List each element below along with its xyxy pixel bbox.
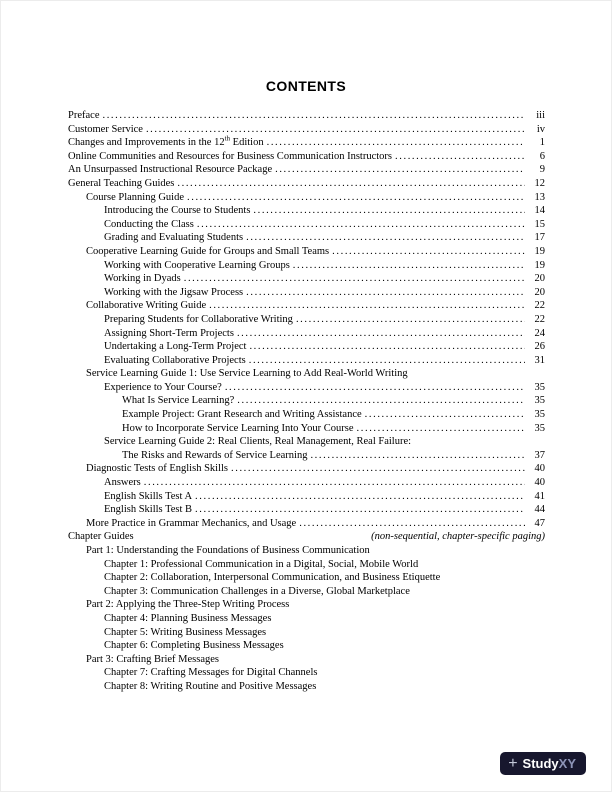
toc-entry-text-part: Conducting the Class [104,218,194,230]
toc-entry-text-part: Chapter 7: Crafting Messages for Digital Channels [104,667,318,679]
dot-leader [184,272,525,286]
toc-entry-text [104,259,290,273]
toc-entry-text [104,680,316,694]
toc-entry-text [86,598,289,612]
toc-row [68,340,545,354]
dot-leader [195,503,525,517]
dot-leader [197,218,525,232]
dot-leader [195,490,525,504]
toc-entry-text-part: How to Incorporate Service Learning Into Your Course [122,422,354,434]
toc-row [68,571,545,585]
toc-row [68,666,545,680]
dot-leader [310,449,525,463]
toc-entry-text [104,313,293,327]
toc-entry-text-part: Experience to Your Course? [104,381,222,393]
toc-row [68,327,545,341]
logo-brand-suffix: XY [558,756,576,771]
toc-page-number: 13 [534,191,545,203]
dot-leader [237,394,525,408]
toc-page-number: iii [536,110,545,121]
toc-page-number: 19 [534,259,545,271]
toc-page-number: 12 [534,177,545,189]
toc-row [68,354,545,368]
toc-row [68,422,545,436]
toc-row [68,435,545,449]
toc-row [68,626,545,640]
toc-entry-text [104,639,284,653]
toc-entry-text-part: Part 2: Applying the Three-Step Writing Process [86,599,290,611]
toc-row [68,191,545,205]
toc-entry-text-part: Chapter Guides [68,531,134,543]
toc-entry-text [104,585,410,599]
toc-row [68,653,545,667]
toc-row [68,517,545,531]
toc-entry-text [104,490,192,504]
toc-page-number: 22 [534,300,545,312]
toc-entry-text [104,381,222,395]
toc-row [68,245,545,259]
toc-entry-text [104,503,192,517]
toc-entry-text [122,408,362,422]
toc-page-number: 47 [534,517,545,529]
dot-leader [253,204,525,218]
toc-page-number: 15 [534,218,545,230]
toc-entry-text [104,666,317,680]
toc-row [68,123,545,137]
toc-row [68,272,545,286]
toc-entry-text-part: Changes and Improvements in the 12 [68,137,225,149]
toc-row [68,313,545,327]
toc-entry-text-part: What Is Service Learning? [122,395,235,407]
dot-leader [249,340,525,354]
dot-leader [177,177,525,191]
toc-entry-text-part: Service Learning Guide 1: Use Service Learning to Add Real-World Writing [86,368,408,380]
toc-row [68,558,545,572]
toc-entry-text [104,354,246,368]
toc-entry-text-part: Cooperative Learning Guide for Groups and Small Teams [86,245,330,257]
toc-entry-text [86,544,370,558]
toc-entry-text-part: Collaborative Writing Guide [86,300,207,312]
dot-leader [209,299,525,313]
toc-entry-text-part: Part 3: Crafting Brief Messages [86,653,219,665]
toc-entry-text [104,204,250,218]
toc-page-number: 20 [534,286,545,298]
toc-entry-text [86,367,408,381]
toc-row [68,544,545,558]
toc-entry-text-part: Preparing Students for Collaborative Writing [104,313,293,325]
toc-page-number: 19 [534,245,545,257]
toc-entry-text [104,286,243,300]
toc-row [68,109,545,123]
dot-leader [102,109,525,123]
dot-leader [275,163,525,177]
toc-page-number: 14 [534,205,545,217]
plus-icon: + [508,754,518,772]
toc-page-number: 26 [534,341,545,353]
toc-entry-text [104,218,194,232]
toc-entry-text [86,245,329,259]
toc-entry-text-part: Chapter 4: Planning Business Messages [104,612,272,624]
toc-entry-text-part: Chapter 8: Writing Routine and Positive Messages [104,680,317,692]
dot-leader [225,381,525,395]
dot-leader [231,462,525,476]
toc-row [68,639,545,653]
toc-entry-text-part: Preface [68,110,100,121]
toc-entry-text [68,123,143,137]
toc-entry-text [86,299,206,313]
toc-row [68,286,545,300]
toc-entry-text [86,191,184,205]
dot-leader [267,136,525,150]
toc-entry-text [104,571,440,585]
toc-entry-superscript: th [224,134,231,143]
toc-entry-text-part: Online Communities and Resources for Business Communication Instructors [68,150,393,162]
dot-leader [296,313,525,327]
toc-row [68,218,545,232]
toc-entry-text [86,462,228,476]
toc-entry-text-part: Example Project: Grant Research and Writing Assistance [122,409,362,421]
toc-entry-text-part: Course Planning Guide [86,191,184,203]
toc-page-number: 1 [539,137,545,149]
toc-page-number: 35 [534,422,545,434]
toc-entry-text-part: The Risks and Rewards of Service Learning [122,449,308,461]
toc-entry-text-part: Chapter 2: Collaboration, Interpersonal Communication, and Business Etiquette [104,572,441,584]
studyxy-logo [500,752,586,775]
toc-row [68,150,545,164]
toc-entry-text [68,136,264,150]
toc-entry-text [104,327,234,341]
toc-entry-text [104,435,411,449]
toc-row [68,680,545,694]
toc-row [68,530,545,544]
toc-row [68,612,545,626]
toc-row [68,462,545,476]
toc-row [68,367,545,381]
dot-leader [144,476,525,490]
toc-page-number: 35 [534,381,545,393]
toc-page-number: 24 [534,327,545,339]
toc-entry-text [104,626,266,640]
toc-entry-text-part: Working with Cooperative Learning Groups [104,259,290,271]
dot-leader [293,259,525,273]
toc-entry-text-part: Customer Service [68,123,143,135]
toc-page-number: 40 [534,477,545,489]
toc-entry-text-part: Diagnostic Tests of English Skills [86,463,228,475]
toc-entry-text [104,612,271,626]
toc-entry-text [122,449,307,463]
toc-entry-text [122,422,354,436]
toc-page-number: 17 [534,232,545,244]
toc-page-number: 35 [534,409,545,421]
toc-entry-text-part: Chapter 1: Professional Communication in a Digital, Social, Mobile World [104,558,419,570]
toc-page-number: 41 [534,490,545,502]
toc-entry-text [86,653,219,667]
toc-entry-text [104,272,181,286]
toc-page-number: 37 [534,449,545,461]
toc-entry-text-part: Chapter 5: Writing Business Messages [104,626,267,638]
toc-entry-text-part: Working in Dyads [104,273,181,285]
toc-entry-text-part: Service Learning Guide 2: Real Clients, Real Management, Real Failure: [104,436,412,448]
dot-leader [332,245,525,259]
dot-leader [299,517,525,531]
toc-entry-text [104,231,243,245]
toc-entry-text-part: Chapter 6: Completing Business Messages [104,640,284,652]
toc-entry-text [68,109,99,123]
toc-entry-text-part: Introducing the Course to Students [104,205,251,217]
toc-entry-text [104,340,246,354]
toc-entry-note: (non-sequential, chapter-specific paging) [371,531,545,543]
toc-entry-text [68,163,272,177]
toc-entry-text [68,177,174,191]
toc-entry-text-part: Evaluating Collaborative Projects [104,354,246,366]
toc-row [68,163,545,177]
toc-entry-text-part: General Teaching Guides [68,177,175,189]
toc-page-number: 22 [534,313,545,325]
toc-entry-text-part: More Practice in Grammar Mechanics, and Usage [86,517,297,529]
logo-brand-text: Study [522,756,559,771]
toc-entry-text-part: Part 1: Understanding the Foundations of Business Communication [86,545,370,556]
toc-row [68,177,545,191]
toc-page-number: 35 [534,395,545,407]
toc-row [68,204,545,218]
toc-entry-text-part: English Skills Test A [104,490,193,502]
dot-leader [357,422,525,436]
toc-row [68,259,545,273]
dot-leader [249,354,525,368]
dot-leader [246,231,525,245]
toc-row [68,503,545,517]
toc-entry-text [104,476,141,490]
toc-entry-text [86,517,296,531]
toc-row [68,449,545,463]
toc-row [68,394,545,408]
toc-page-number: 44 [534,504,545,516]
toc-row [68,136,545,150]
toc-entry-text-part: Edition [230,137,264,149]
dot-leader [187,191,525,205]
toc-row [68,490,545,504]
toc-entry-text-part: Chapter 3: Communication Challenges in a Diverse, Global Marketplace [104,585,410,597]
table-of-contents [68,109,545,694]
toc-entry-text-part: Working with the Jigsaw Process [104,286,244,298]
toc-entry-text-part: Undertaking a Long-Term Project [104,341,247,353]
dot-leader [146,123,525,137]
toc-entry-text [68,150,392,164]
toc-entry-text-part: Grading and Evaluating Students [104,232,244,244]
toc-page-number: 9 [539,164,545,176]
toc-page-number: iv [536,123,545,135]
toc-row [68,299,545,313]
toc-entry-text-part: An Unsurpassed Instructional Resource Package [68,164,273,176]
toc-row [68,476,545,490]
toc-entry-text-part: English Skills Test B [104,504,193,516]
toc-page-number: 20 [534,273,545,285]
toc-row [68,598,545,612]
toc-page-number: 40 [534,463,545,475]
dot-leader [246,286,525,300]
dot-leader [395,150,525,164]
toc-page-number: 6 [539,150,545,162]
toc-entry-text [104,558,418,572]
dot-leader [237,327,525,341]
toc-entry-text-part: Assigning Short-Term Projects [104,327,234,339]
page-title: CONTENTS [265,78,347,94]
toc-page-number: 31 [534,354,545,366]
dot-leader [365,408,525,422]
toc-entry-text [122,394,234,408]
toc-entry-text [68,530,134,544]
toc-row [68,408,545,422]
toc-row [68,231,545,245]
toc-row [68,585,545,599]
toc-entry-text-part: Answers [104,477,141,489]
toc-row [68,381,545,395]
